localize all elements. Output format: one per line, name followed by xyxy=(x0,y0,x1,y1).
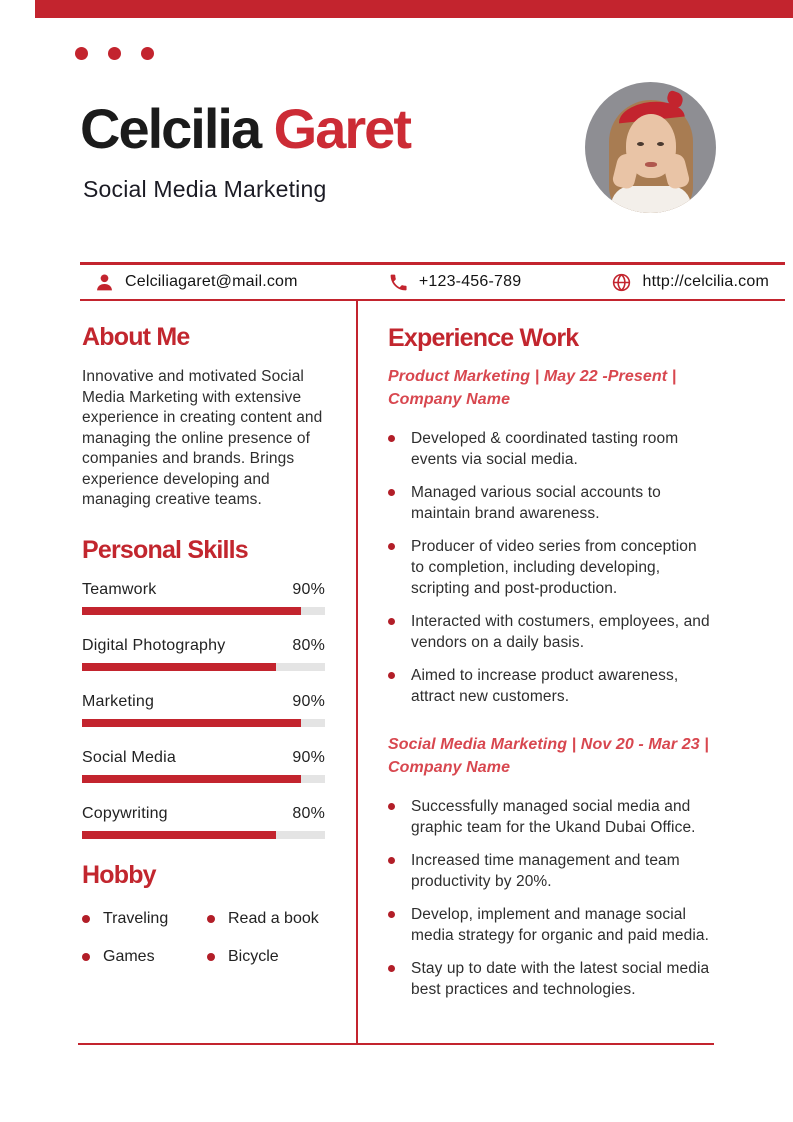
skill-percent: 80% xyxy=(292,636,325,654)
contact-website[interactable] xyxy=(611,272,769,293)
bullet-icon xyxy=(82,915,90,923)
photo-torso xyxy=(611,186,691,213)
bullet-icon xyxy=(388,489,395,496)
about-me-text: Innovative and motivated Social Media Marketing with extensive experience in creating content and managing the online presence of companies and brands. Brings experience developing and managing creative teams. xyxy=(82,368,323,508)
job-bullet-list xyxy=(388,796,712,1000)
hobby-label: Read a book xyxy=(228,909,319,927)
accent-dot xyxy=(141,47,154,60)
hobby-item xyxy=(207,948,325,966)
hobby-list xyxy=(82,910,325,966)
job-bullet-text: Successfully managed social media and graphic team for the Ukand Dubai Office. xyxy=(411,798,696,836)
skill-bar-track xyxy=(82,719,325,727)
skill-bar-fill xyxy=(82,719,301,727)
contact-bar xyxy=(80,262,785,301)
skill-label: Digital Photography xyxy=(82,636,226,654)
hobby-label: Games xyxy=(103,947,155,965)
job-bullet-text: Aimed to increase product awareness, attract new customers. xyxy=(411,667,679,705)
photo-eye xyxy=(637,142,644,146)
job-title-meta: Social Media Marketing | Nov 20 - Mar 23 | Company Name xyxy=(388,736,709,776)
job-bullet-list xyxy=(388,428,712,707)
skill-bar-track xyxy=(82,831,325,839)
job-bullet xyxy=(388,428,712,470)
hobby-item xyxy=(82,910,207,928)
job-bullet-text: Producer of video series from conception to completion, including developing, scripting and post-production. xyxy=(411,538,697,597)
about-me-heading: About Me xyxy=(82,323,190,351)
job-bullet xyxy=(388,482,712,524)
skill-bar-fill xyxy=(82,831,276,839)
accent-dots xyxy=(75,47,154,60)
job-bullet xyxy=(388,536,712,599)
left-column xyxy=(82,300,325,966)
person-name xyxy=(80,96,410,161)
skill-percent: 90% xyxy=(292,580,325,598)
job-bullet xyxy=(388,850,712,892)
skill-bar-track xyxy=(82,663,325,671)
bullet-icon xyxy=(388,672,395,679)
profile-photo xyxy=(585,82,716,213)
top-accent-bar xyxy=(35,0,793,18)
bullet-icon xyxy=(388,965,395,972)
skill-label: Marketing xyxy=(82,692,155,710)
photo-lips xyxy=(645,162,657,167)
job-bullet xyxy=(388,611,712,653)
skill-label: Copywriting xyxy=(82,804,168,822)
bullet-icon xyxy=(82,953,90,961)
job-bullet-text: Managed various social accounts to maintain brand awareness. xyxy=(411,484,661,522)
contact-website-text: http://celcilia.com xyxy=(642,273,769,290)
experience-entry xyxy=(388,365,712,707)
skill-label: Social Media xyxy=(82,748,177,766)
job-bullet xyxy=(388,796,712,838)
experience-work-heading: Experience Work xyxy=(388,324,579,352)
right-column xyxy=(388,300,712,1012)
job-title-subtitle: Social Media Marketing xyxy=(83,176,327,202)
contact-phone[interactable] xyxy=(388,272,522,293)
bullet-icon xyxy=(388,803,395,810)
photo-eye xyxy=(657,142,664,146)
skill-bar-track xyxy=(82,775,325,783)
skill-percent: 80% xyxy=(292,804,325,822)
job-title-meta: Product Marketing | May 22 -Present | Company Name xyxy=(388,368,677,408)
bullet-icon xyxy=(388,857,395,864)
hobby-item xyxy=(82,948,207,966)
hobby-heading: Hobby xyxy=(82,860,156,889)
hobby-label: Bicycle xyxy=(228,947,279,965)
bullet-icon xyxy=(207,915,215,923)
bullet-icon xyxy=(388,618,395,625)
job-bullet-text: Interacted with costumers, employees, and vendors on a daily basis. xyxy=(411,613,710,651)
skill-label: Teamwork xyxy=(82,580,157,598)
skill-bar-fill xyxy=(82,775,301,783)
hobby-item xyxy=(207,910,325,928)
bullet-icon xyxy=(388,435,395,442)
last-name: Garet xyxy=(273,97,410,160)
accent-dot xyxy=(75,47,88,60)
job-bullet xyxy=(388,958,712,1000)
globe-icon xyxy=(611,272,632,293)
skill-item xyxy=(82,637,325,671)
contact-phone-text: +123-456-789 xyxy=(418,273,522,290)
personal-skills-heading: Personal Skills xyxy=(82,535,248,564)
skill-bar-fill xyxy=(82,607,301,615)
skill-item xyxy=(82,805,325,839)
job-bullet-text: Develop, implement and manage social media strategy for organic and paid media. xyxy=(411,906,710,944)
hobby-label: Traveling xyxy=(103,909,169,927)
skill-item xyxy=(82,693,325,727)
skill-bar-track xyxy=(82,607,325,615)
job-bullet-text: Developed & coordinated tasting room events via social media. xyxy=(411,430,679,468)
contact-email[interactable] xyxy=(94,272,298,293)
skill-bar-fill xyxy=(82,663,276,671)
phone-icon xyxy=(388,272,409,293)
job-bullet-text: Increased time management and team productivity by 20%. xyxy=(411,852,680,890)
job-bullet xyxy=(388,904,712,946)
job-bullet-text: Stay up to date with the latest social media best practices and technologies. xyxy=(411,960,710,998)
bullet-icon xyxy=(207,953,215,961)
experience-entry xyxy=(388,733,712,1000)
column-divider xyxy=(356,301,358,1043)
job-bullet xyxy=(388,665,712,707)
first-name: Celcilia xyxy=(80,97,261,160)
skill-item xyxy=(82,749,325,783)
skill-percent: 90% xyxy=(292,692,325,710)
bottom-accent-line xyxy=(78,1043,714,1045)
skills-list xyxy=(82,581,325,839)
skill-percent: 90% xyxy=(292,748,325,766)
accent-dot xyxy=(108,47,121,60)
bullet-icon xyxy=(388,543,395,550)
skill-item xyxy=(82,581,325,615)
person-icon xyxy=(94,272,115,293)
bullet-icon xyxy=(388,911,395,918)
contact-email-text: Celciliagaret@mail.com xyxy=(125,273,298,290)
